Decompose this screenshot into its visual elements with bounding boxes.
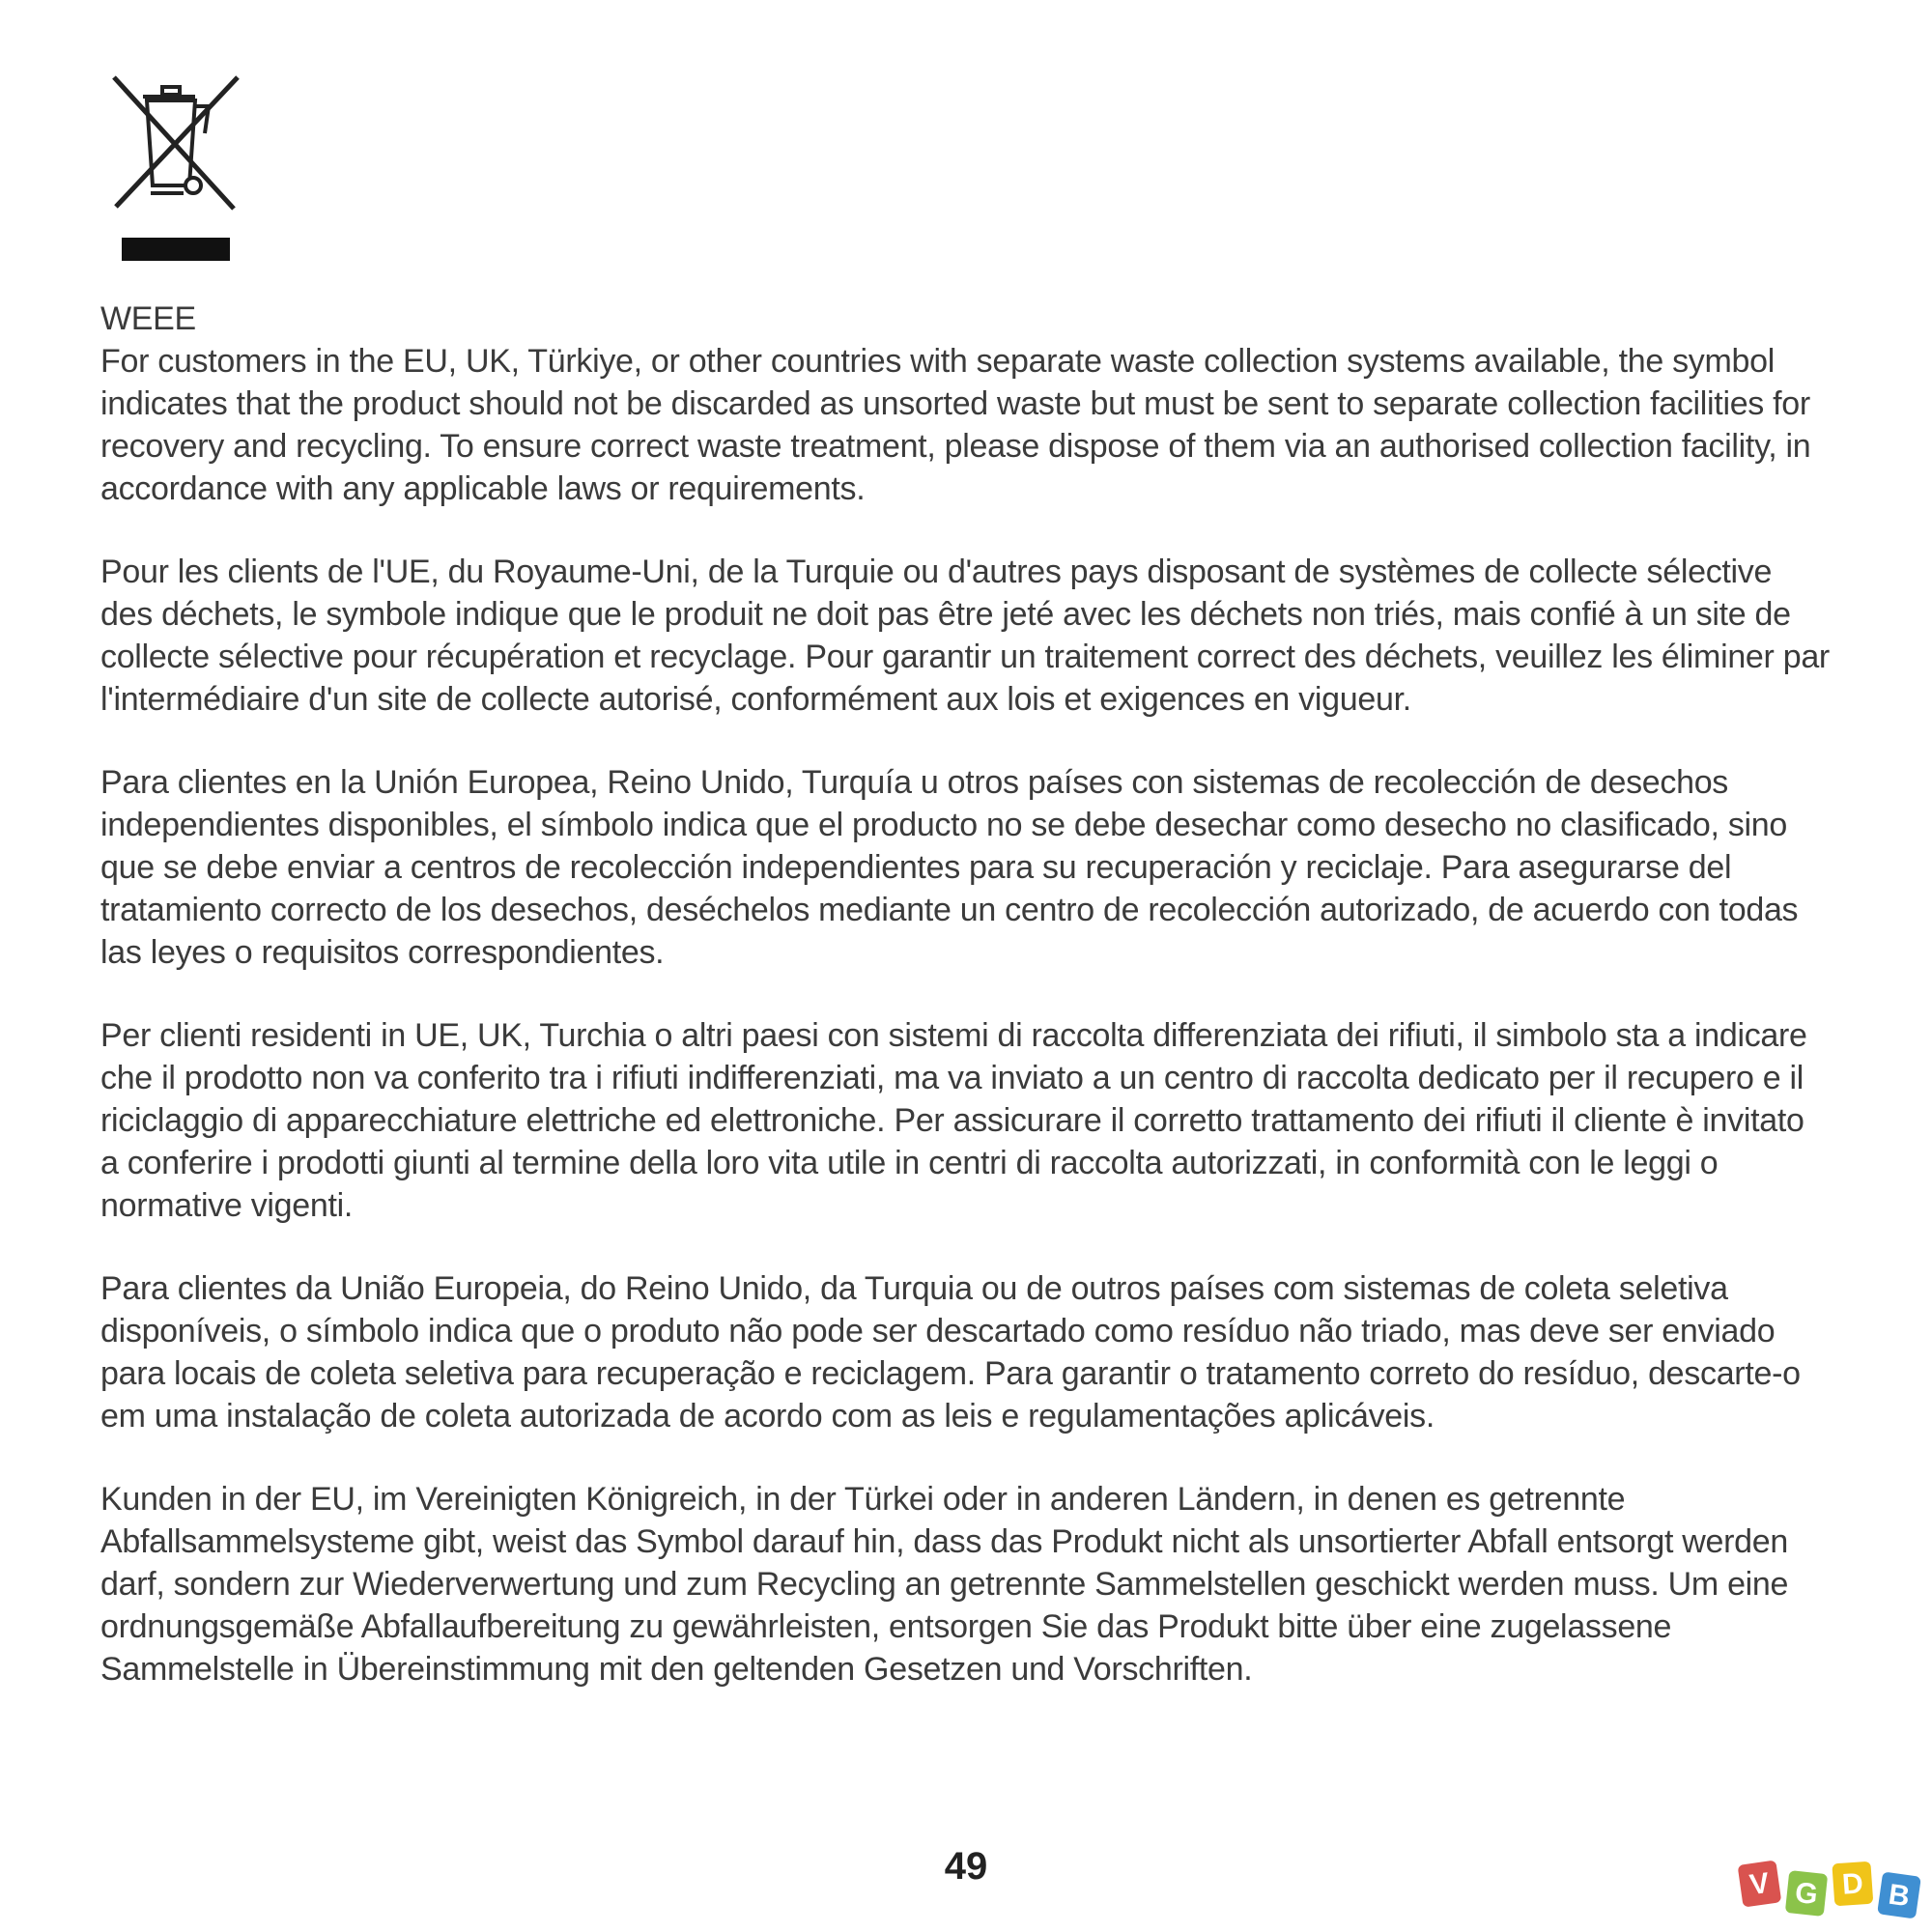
page-number: 49: [944, 1845, 988, 1888]
section-heading: WEEE: [100, 300, 196, 337]
paragraph-english: For customers in the EU, UK, Türkiye, or other countries with separate waste collection systems available, the symbol indicates that the product should not be discarded as unsorted waste but must be sent to separate collection facilities for recovery and recycling. To ensure correct waste treatment, please dispose of them via an authorised collection facility, in accordance with any applicable laws or requirements.: [100, 343, 1811, 507]
watermark-letter-d: D: [1840, 1867, 1864, 1901]
vgdb-watermark-logo: [1735, 1845, 1928, 1928]
paragraph-french: Pour les clients de l'UE, du Royaume-Uni, de la Turquie ou d'autres pays disposant de systèmes de collecte sélective des déchets, le symbole indique que le produit ne doit pas être jeté avec les déchets non triés, mais confié à un site de collecte sélective pour récupération et recyclage. Pour garantir un traitement correct des déchets, veuillez les éliminer par l'intermédiaire d'un site de collecte autorisé, conformément aux lois et exigences en vigueur.: [100, 554, 1830, 718]
paragraph-italian: Per clienti residenti in UE, UK, Turchia o altri paesi con sistemi di raccolta differenziata dei rifiuti, il simbolo sta a indicare che il prodotto non va conferito tra i rifiuti indifferenziati, ma va inviato a un centro di raccolta dedicato per il recupero e il riciclaggio di apparecchiature elettriche ed elettroniche. Per assicurare il corretto trattamento dei rifiuti il cliente è invitato a conferire i prodotti giunti al termine della loro vita utile in centri di raccolta autorizzati, in conformità con le leggi o normative vigenti.: [100, 1017, 1807, 1224]
watermark-letter-v: V: [1747, 1866, 1772, 1902]
paragraph-german: Kunden in der EU, im Vereinigten Königreich, in der Türkei oder in anderen Ländern, in denen es getrennte Abfallsammelsysteme gibt, weist das Symbol darauf hin, dass das Produkt nicht als unsortierter Abfall entsorgt werden darf, sondern zur Wiederverwertung und zum Recycling an getrennte Sammelstellen geschickt werden muss. Um eine ordnungsgemäße Abfallaufbereitung zu gewährleisten, entsorgen Sie das Produkt bitte über eine zugelassene Sammelstelle in Übereinstimmung mit den geltenden Gesetzen und Vorschriften.: [100, 1481, 1789, 1688]
paragraph-portuguese: Para clientes da União Europeia, do Reino Unido, da Turquia ou de outros países com sistemas de coleta seletiva disponíveis, o símbolo indica que o produto não pode ser descartado como resíduo não triado, mas deve ser enviado para locais de coleta seletiva para recuperação e reciclagem. Para garantir o tratamento correto do resíduo, descarte-o em uma instalação de coleta autorizada de acordo com as leis e regulamentações aplicáveis.: [100, 1270, 1801, 1435]
watermark-letter-g: G: [1793, 1876, 1820, 1912]
watermark-letter-b: B: [1886, 1878, 1912, 1914]
crossed-out-wheeled-bin-icon: [108, 73, 243, 267]
paragraph-spanish: Para clientes en la Unión Europea, Reino Unido, Turquía u otros países con sistemas de recolección de desechos independientes disponibles, el símbolo indica que el producto no se debe desechar como desecho no clasificado, sino que se debe enviar a centros de recolección independientes para su recuperación y reciclaje. Para asegurarse del tratamiento correcto de los desechos, deséchelos mediante un centro de recolección autorizado, de acuerdo con todas las leyes o requisitos correspondientes.: [100, 764, 1799, 971]
document-body: [100, 298, 1830, 1690]
